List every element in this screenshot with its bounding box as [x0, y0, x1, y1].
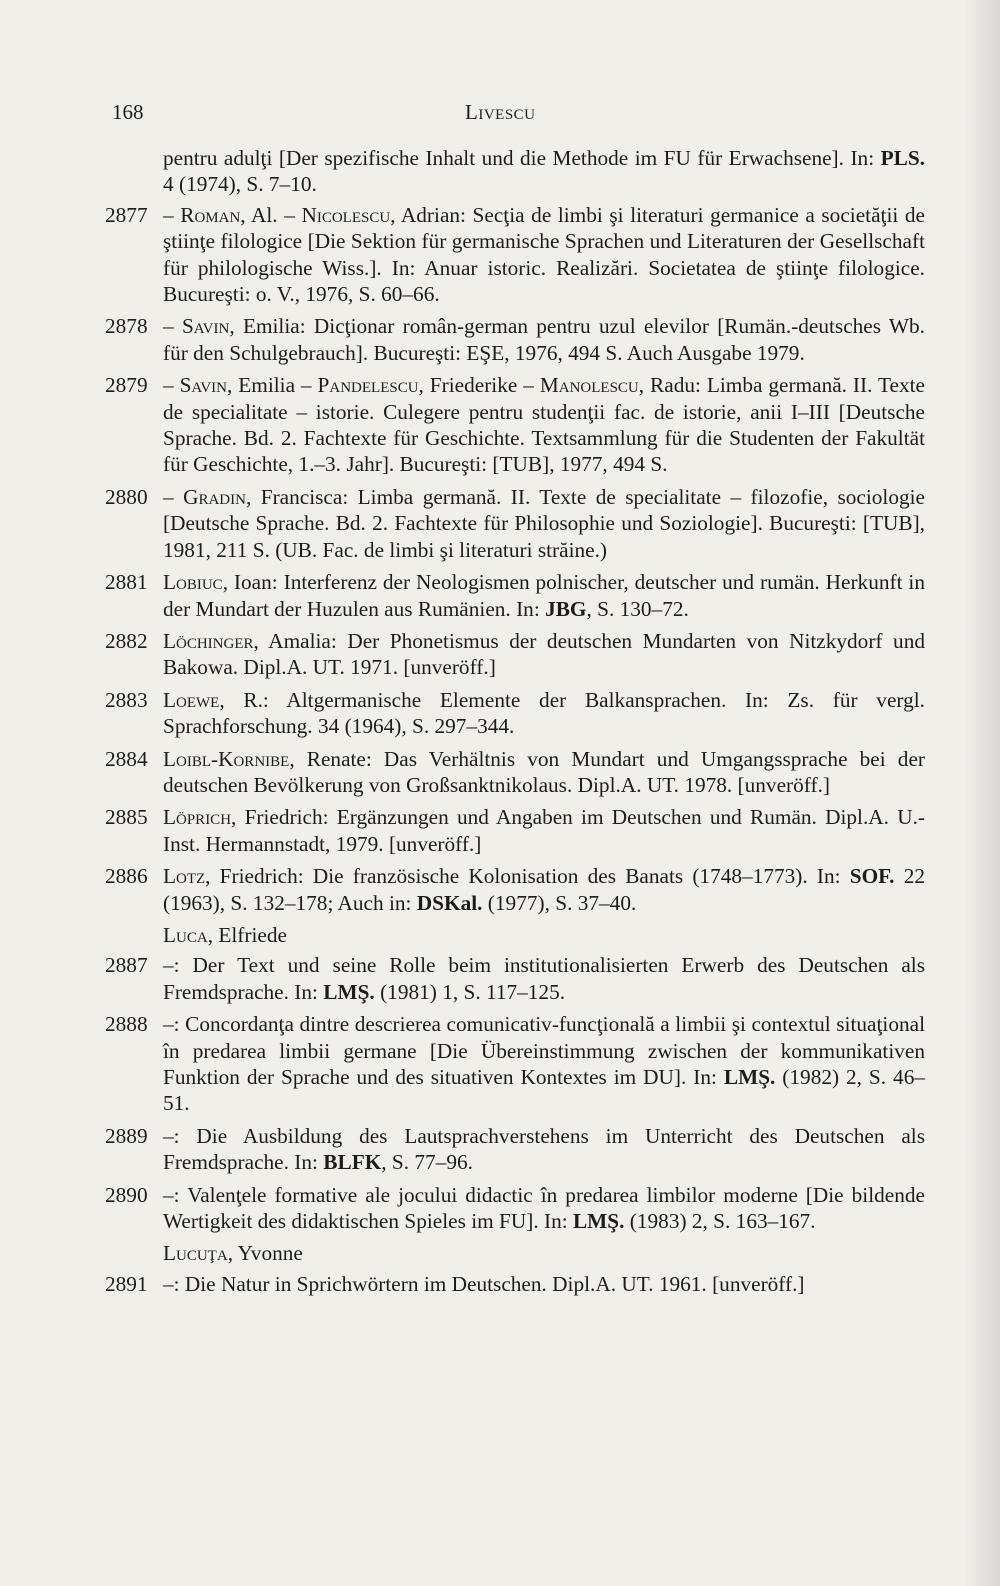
bibliography-entry — [105, 202, 925, 308]
bibliography-entry — [105, 746, 925, 799]
journal-abbrev: DSKal. — [416, 890, 483, 915]
entry-text: 22 (1963), S. 132–178; Auch in: — [163, 864, 925, 915]
entry-text: –: Der Text und seine Rolle beim institutionalisierten Erwerb des Deutschen als Fremdsprache. In: — [163, 953, 925, 1004]
bibliography-entry — [105, 484, 925, 563]
entry-text: , Adrian: Secţia de limbi şi literaturi germanice a societăţii de ştiinţe filologice [Die Sektion für germanische Sprachen und Literaturen der Gesellschaft für philologische Wiss.]. In: Anuar istoric. Realizări. Societatea de ştiinţe filologice. Bucureşti: o. V., 1976, S. 60–66. — [163, 202, 925, 307]
entry-number: 2886 — [105, 864, 148, 889]
entry-number: 2887 — [105, 953, 148, 978]
journal-abbrev: LMŞ. — [323, 979, 375, 1004]
entry-text: , Elfriede — [207, 922, 287, 947]
author-name: Savin — [181, 314, 230, 339]
author-name: Luca — [163, 922, 208, 947]
author-name: Loewe — [163, 687, 220, 712]
entry-number: 2888 — [105, 1012, 148, 1037]
page-number: 168 — [112, 100, 144, 124]
author-heading — [105, 922, 925, 948]
entry-number: 2890 — [105, 1182, 148, 1207]
author-name: Roman — [180, 202, 241, 227]
entry-text: , Friederike – — [418, 373, 540, 398]
author-name: Lobiuc — [163, 570, 223, 595]
entry-number: 2879 — [105, 373, 148, 398]
author-name: Nicolescu — [301, 202, 391, 227]
entry-text: (1977), S. 37–40. — [482, 890, 637, 915]
entry-number: 2884 — [105, 746, 148, 771]
entry-text: pentru adulţi [Der spezifische Inhalt und die Methode im FU für Erwachsene]. In: — [163, 146, 881, 170]
journal-abbrev: JBG — [545, 596, 587, 621]
bibliography-entry — [105, 1011, 925, 1117]
bibliography-entry — [105, 372, 925, 478]
bibliography-entry — [105, 569, 925, 622]
entry-text: , Radu: Limba germană. II. Texte de specialitate – istorie. Culegere pentru studenţii fac. de istorie, anii I–III [Deutsche Sprache. Bd. 2. Fachtexte für Geschichte. Textsammlung für die Studenten der Fakultät für Geschichte, 1.–3. Jahr]. Bucureşti: [TUB], 1977, 494 S. — [163, 373, 925, 477]
author-name: Lotz — [163, 864, 206, 889]
entry-text: –: Concordanţa dintre descrierea comunicativ-funcţională a limbii şi contextul situaţional în predarea limbii germane [Die Übereinstimmung zwischen der kommunikativen Funktion der Sprache und des situativen Kontextes im DU]. In: — [163, 1012, 925, 1089]
entry-number: 2878 — [105, 314, 148, 339]
journal-abbrev: PLS. — [880, 146, 925, 170]
entry-text: , R.: Altgermanische Elemente der Balkansprachen. In: Zs. für vergl. Sprachforschung. 34 (1964), S. 297–344. — [163, 687, 925, 739]
entry-text: , Yvonne — [227, 1241, 303, 1266]
bibliography-entry — [105, 313, 925, 366]
entry-number: 2881 — [105, 570, 148, 595]
entry-text: , Renate: Das Verhältnis von Mundart und Umgangssprache bei der deutschen Bevölkerung von Großsanktnikolaus. Dipl.A. UT. 1978. [unveröff.] — [163, 746, 925, 797]
author-name: Savin — [179, 373, 227, 398]
entry-text: 4 (1974), S. 7–10. — [163, 172, 317, 197]
entry-text: (1983) 2, S. 163–167. — [624, 1209, 816, 1234]
entry-text: –: Die Natur in Sprichwörtern im Deutschen. Dipl.A. UT. 1961. [unveröff.] — [163, 1271, 805, 1296]
bibliography-list — [105, 145, 925, 1303]
journal-abbrev: SOF. — [849, 864, 895, 889]
entry-text: , Amalia: Der Phonetismus der deutschen Mundarten von Nitzkydorf und Bakowa. Dipl.A. UT. 1971. [unveröff.] — [163, 628, 925, 680]
entry-number: 2882 — [105, 628, 148, 653]
entry-text: , Ioan: Interferenz der Neologismen polnischer, deutscher und rumän. Herkunft in der Mundart der Huzulen aus Rumänien. In: — [163, 570, 925, 621]
entry-text: , Francisca: Limba germană. II. Texte de specialitate – filozofie, sociologie [Deutsche Sprache. Bd. 2. Fachtexte für Philosophie und Soziologie]. Bucureşti: [TUB], 1981, 211 S. (UB. Fac. de limbi şi literaturi străine.) — [163, 484, 925, 562]
entry-number: 2889 — [105, 1123, 148, 1148]
entry-number: 2883 — [105, 687, 148, 712]
author-name: Lucuţa — [163, 1241, 228, 1266]
entry-text: , Friedrich: Die französische Kolonisation des Banats (1748–1773). In: — [205, 864, 850, 889]
author-name: Löchinger — [163, 628, 254, 653]
page-header — [112, 100, 892, 134]
bibliography-entry — [105, 952, 925, 1005]
entry-text: –: Die Ausbildung des Lautsprachverstehens im Unterricht des Deutschen als Fremdsprache. In: — [163, 1123, 925, 1175]
bibliography-entry — [105, 804, 925, 857]
entry-number: 2880 — [105, 484, 148, 509]
author-heading — [105, 1240, 925, 1266]
entry-text: , Al. – — [240, 202, 302, 227]
bibliography-entry — [105, 145, 925, 198]
entry-text: – — [163, 314, 182, 339]
entry-text: – — [163, 202, 181, 227]
entry-text: (1981) 1, S. 117–125. — [374, 979, 566, 1004]
entry-text: , Emilia – — [226, 373, 318, 398]
entry-text: –: Valenţele formative ale jocului didactic în predarea limbilor moderne [Die bildende Wertigkeit des didaktischen Spieles im FU]. In: — [163, 1182, 925, 1234]
bibliography-entry — [105, 628, 925, 681]
bibliography-entry — [105, 1271, 925, 1297]
running-head: Livescu — [465, 100, 536, 124]
entry-number: 2885 — [105, 805, 148, 830]
author-name: Manolescu — [539, 373, 639, 398]
entry-text: , Emilia: Dicţionar român-german pentru uzul elevilor [Rumän.-deutsches Wb. für den Schulgebrauch]. Bucureşti: EŞE, 1976, 494 S. Auch Ausgabe 1979. — [163, 314, 925, 365]
author-name: Gradin — [183, 484, 246, 509]
journal-abbrev: LMŞ. — [723, 1065, 776, 1089]
bibliography-entry — [105, 1123, 925, 1176]
entry-text: – — [163, 484, 184, 509]
author-name: Loibl-Kornibe — [163, 746, 290, 771]
entry-text: (1982) 2, S. 46–51. — [163, 1065, 925, 1116]
journal-abbrev: BLFK — [323, 1150, 382, 1175]
journal-abbrev: LMŞ. — [572, 1209, 625, 1234]
entry-text: , S. 130–72. — [586, 596, 689, 621]
bibliography-entry — [105, 863, 925, 916]
author-name: Pandelescu — [317, 373, 419, 398]
entry-text: , S. 77–96. — [381, 1150, 473, 1175]
entry-number: 2891 — [105, 1271, 148, 1296]
entry-text: – — [163, 373, 180, 398]
bibliography-entry — [105, 1182, 925, 1235]
bibliography-entry — [105, 687, 925, 740]
page-gutter-shadow — [964, 0, 1000, 1586]
entry-number: 2877 — [105, 202, 148, 227]
author-name: Löprich — [163, 805, 232, 830]
entry-text: , Friedrich: Ergänzungen und Angaben im Deutschen und Rumän. Dipl.A. U.-Inst. Hermannstadt, 1979. [unveröff.] — [163, 805, 925, 856]
